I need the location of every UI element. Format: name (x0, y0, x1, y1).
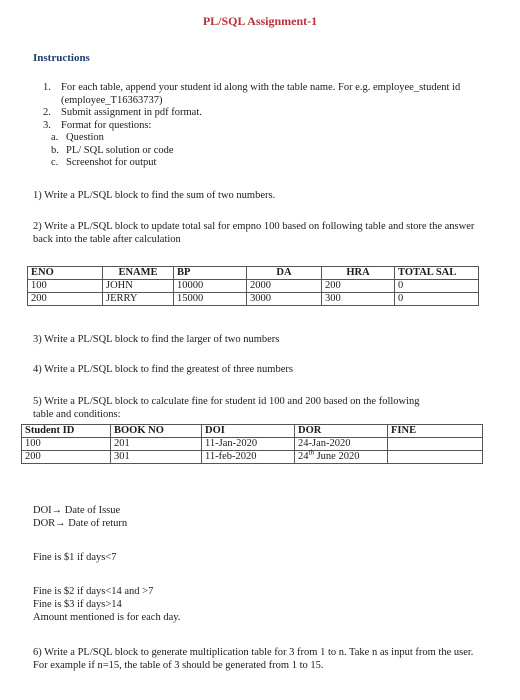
column-header: DOR (295, 425, 388, 438)
instructions-list (43, 82, 473, 170)
format-item (43, 157, 473, 170)
table-cell: 200 (322, 280, 395, 293)
question-4: 4) Write a PL/SQL block to find the greatest of three numbers (33, 364, 293, 375)
instruction-text: Format for questions: (61, 119, 152, 131)
table-cell: 15000 (174, 293, 247, 306)
format-number: a. (51, 132, 59, 143)
abbreviation-notes (33, 504, 127, 530)
table-header-row (28, 267, 479, 280)
table-cell: 100 (22, 438, 111, 451)
fine-rule-3: Fine is $3 if days>14 (33, 599, 122, 610)
instruction-item (43, 107, 473, 120)
table-cell (388, 438, 483, 451)
table-cell: 301 (111, 451, 202, 464)
doi-note: DOI→ Date of Issue (33, 505, 121, 516)
table-cell: JERRY (103, 293, 174, 306)
table-cell: 10000 (174, 280, 247, 293)
question-6: 6) Write a PL/SQL block to generate multiplication table for 3 from 1 to n. Take n as input from the user. For example if n=15, the table of 3 should be generated from 1 to 15. (33, 647, 474, 671)
table-cell (388, 451, 483, 464)
table-cell: 11-feb-2020 (202, 451, 295, 464)
table-cell: 0 (395, 280, 479, 293)
table-cell: 200 (28, 293, 103, 306)
fine-table (21, 424, 483, 464)
table-cell: 3000 (247, 293, 322, 306)
table-cell: 0 (395, 293, 479, 306)
instruction-number: 2. (43, 107, 51, 118)
format-number: c. (51, 157, 59, 168)
table-row (22, 438, 483, 451)
table-cell: 200 (22, 451, 111, 464)
column-header (111, 425, 202, 438)
instruction-item (43, 82, 473, 107)
amount-note: Amount mentioned is for each day. (33, 612, 181, 623)
column-header: DA (247, 267, 322, 280)
table-cell: 300 (322, 293, 395, 306)
question-2: 2) Write a PL/SQL block to update total sal for empno 100 based on following table and store the answer back into the table after calculation (33, 221, 475, 245)
instruction-item (43, 120, 473, 133)
column-header (22, 425, 111, 438)
table-cell: 11-Jan-2020 (202, 438, 295, 451)
question-1: 1) Write a PL/SQL block to find the sum of two numbers. (33, 190, 276, 201)
column-header: FINE (388, 425, 483, 438)
column-header: ENO (28, 267, 103, 280)
instruction-number: 1. (43, 82, 51, 93)
table-cell: 100 (28, 280, 103, 293)
format-number: b. (51, 144, 59, 156)
question-5: 5) Write a PL/SQL block to calculate fine for student id 100 and 200 based on the following table and conditions: (33, 396, 420, 420)
column-header-text: BOOK NO (114, 425, 164, 436)
instructions-heading: Instructions (33, 52, 90, 64)
fine-rules (33, 585, 180, 624)
instruction-number: 3. (43, 119, 51, 131)
table-header-row (22, 425, 483, 438)
table-row (22, 451, 483, 464)
table-cell: 201 (111, 438, 202, 451)
table-row (28, 280, 479, 293)
table-row (28, 293, 479, 306)
instruction-text: Submit assignment in pdf format. (61, 107, 202, 118)
table-cell: 24th June 2020 (295, 451, 388, 464)
format-item (43, 145, 473, 158)
fine-rule-2: Fine is $2 if days<14 and >7 (33, 586, 154, 597)
column-header: ENAME (103, 267, 174, 280)
column-header: BP (174, 267, 247, 280)
question-3: 3) Write a PL/SQL block to find the larger of two numbers (33, 334, 280, 345)
dor-note: DOR→ Date of return (33, 518, 128, 529)
employee-table (27, 266, 479, 306)
table-cell: 24-Jan-2020 (295, 438, 388, 451)
instruction-text: For each table, append your student id along with the table name. For e.g. employee_student id (employee_T16363737) (61, 82, 461, 106)
page-title: PL/SQL Assignment-1 (202, 14, 318, 28)
table-cell: 2000 (247, 280, 322, 293)
format-text: Question (66, 132, 104, 143)
format-item (43, 132, 473, 145)
column-header: HRA (322, 267, 395, 280)
table-cell: JOHN (103, 280, 174, 293)
format-text: Screenshot for output (66, 157, 157, 168)
fine-rule-1: Fine is $1 if days<7 (33, 552, 117, 563)
column-header-text: Student ID (25, 425, 75, 436)
format-text: PL/ SQL solution or code (66, 144, 174, 156)
column-header: DOI (202, 425, 295, 438)
column-header: TOTAL SAL (395, 267, 479, 280)
